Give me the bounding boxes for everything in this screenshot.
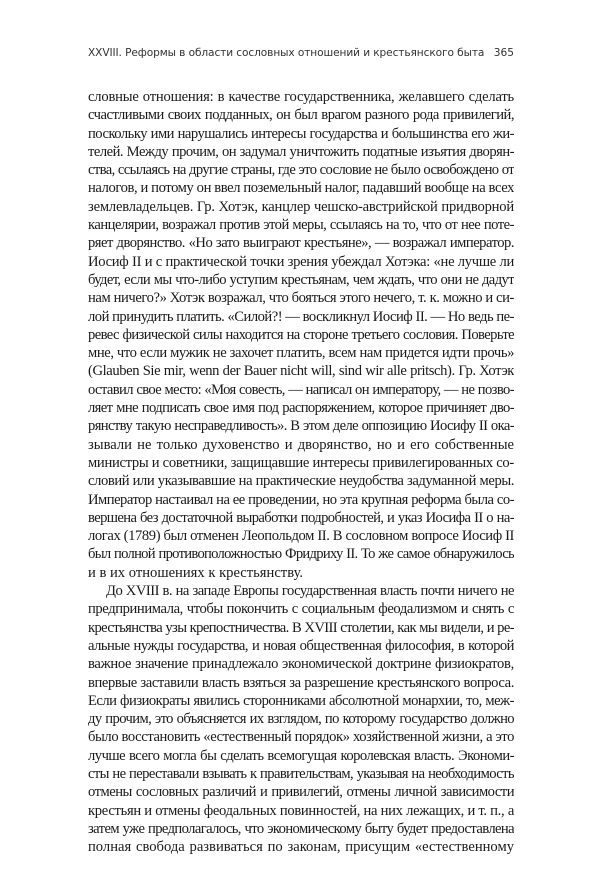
text-line: зывали не только духовенство и дворянство, но и его собственные xyxy=(88,436,514,453)
page-number: 365 xyxy=(493,47,514,59)
text-line: мне, что если мужик не захочет платить, всем нам придется идти прочь» xyxy=(88,345,514,362)
text-line: оставил свое место: «Моя совесть, — написал он императору, — не позво- xyxy=(88,381,514,398)
text-line: нам ничего?» Хотэк возражал, что бояться этого нечего, т. к. можно и си- xyxy=(88,290,514,307)
text-line: отмены сословных различий и привилегий, отмены личной зависимости xyxy=(88,784,514,801)
text-line: (Glauben Sie mir, wenn der Bauer nicht will, sind wir alle pritsch). Гр. Хотэк xyxy=(88,363,514,380)
text-line: Император настаивал на ее проведении, но эта крупная реформа была со- xyxy=(88,491,514,508)
text-line: будет, если мы что-либо уступим крестьянам, чем ждать, что они не дадут xyxy=(88,271,514,288)
text-line: счастливыми своих подданных, он был врагом разного рода привилегий, xyxy=(88,107,514,124)
text-line: вершена без достаточной выработки подробностей, и указ Иосифа II о на- xyxy=(88,509,514,526)
text-line: впервые заставили власть взяться за разрешение крестьянского вопроса. xyxy=(88,674,514,691)
page-body xyxy=(88,88,514,856)
text-line: землевладельцев. Гр. Хотэк, канцлер чешско-австрийской придворной xyxy=(88,198,514,215)
text-line: крестьянства узы крепостничества. В XVIII столетии, как мы видели, и ре- xyxy=(88,619,514,636)
text-line: поскольку ими нарушались интересы государства и большинства его жи- xyxy=(88,125,514,142)
running-header xyxy=(88,47,514,63)
paragraph xyxy=(88,582,514,856)
text-line: канцелярии, возражал против этой меры, ссылаясь на то, что от нее поте- xyxy=(88,217,514,234)
text-line: сты не переставали взывать к правительствам, указывая на необходимость xyxy=(88,765,514,782)
text-line: полная свобода развиваться по законам, присущим «естественному xyxy=(88,839,514,856)
text-line: словий или указывавшие на практические неудобства задуманной меры. xyxy=(88,473,514,490)
text-line: налогов, и потому он ввел поземельный налог, падавший вообще на всех xyxy=(88,180,514,197)
text-line: было восстановить «естественный порядок» хозяйственной жизни, а это xyxy=(88,729,514,746)
text-line: предпринимала, чтобы покончить с социальным феодализмом и снять с xyxy=(88,601,514,618)
text-line: ряет дворянство. «Но зато выиграют крестьяне», — возражал император. xyxy=(88,235,514,252)
text-line: Если физиократы явились сторонниками абсолютной монархии, то, меж- xyxy=(88,692,514,709)
text-line: ляет мне подписать свое имя под распоряжением, которое причиняет дво- xyxy=(88,400,514,417)
text-line: ревес физической силы находится на стороне третьего сословия. Поверьте xyxy=(88,326,514,343)
text-line: логах (1789) был отменен Леопольдом II. В сословном вопросе Иосиф II xyxy=(88,528,514,545)
text-line: был полной противоположностью Фридриху II. То же самое обнаружилось xyxy=(88,546,514,563)
text-line: министры и советники, защищавшие интересы привилегированных со- xyxy=(88,454,514,471)
paragraph xyxy=(88,88,514,582)
text-line: Иосиф II и с практической точки зрения убеждал Хотэка: «не лучше ли xyxy=(88,253,514,270)
text-line: важное значение принадлежало экономической доктрине физиократов, xyxy=(88,656,514,673)
running-title: XXVIII. Реформы в области сословных отношений и крестьянского быта xyxy=(88,47,485,59)
text-line: лучше всего могла бы сделать всемогущая королевская власть. Экономи- xyxy=(88,747,514,764)
text-line: лой принудить платить. «Силой?! — воскликнул Иосиф II. — Но ведь пе- xyxy=(88,308,514,325)
text-line: рянству такую несправедливость». В этом деле оппозицию Иосифу II ока- xyxy=(88,418,514,435)
text-line: альные нужды государства, и новая общественная философия, в которой xyxy=(88,637,514,654)
text-line: До XVIII в. на западе Европы государственная власть почти ничего не xyxy=(106,583,514,600)
text-line: телей. Между прочим, он задумал уничтожить податные изъятия дворян- xyxy=(88,143,514,160)
text-line: затем уже предполагалось, что экономическому быту будет предоставлена xyxy=(88,820,514,837)
text-line: крестьян и отмены феодальных повинностей, на них лежащих, и т. п., а xyxy=(88,802,514,819)
text-line: ства, ссылаясь на другие страны, где это сословие не было освобождено от xyxy=(88,162,514,179)
text-line: ду прочим, это объясняется их взглядом, по которому государство должно xyxy=(88,711,514,728)
text-line: словные отношения: в качестве государственника, желавшего сделать xyxy=(88,89,514,105)
text-line: и в их отношениях к крестьянству. xyxy=(88,564,304,581)
